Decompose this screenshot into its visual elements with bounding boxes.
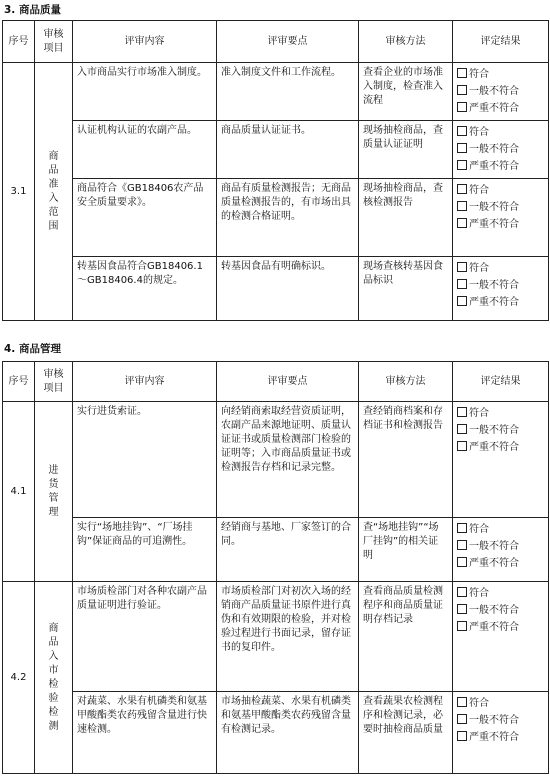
header-points: 评审要点 <box>217 362 359 402</box>
audit-item: 商品入市检验检测 <box>35 582 73 774</box>
option-conform[interactable]: 符合 <box>457 182 544 199</box>
option-minor[interactable]: 一般不符合 <box>457 712 544 729</box>
header-no: 序号 <box>3 21 35 63</box>
option-conform[interactable]: 符合 <box>457 695 544 712</box>
option-conform[interactable]: 符合 <box>457 124 544 141</box>
review-content: 认证机构认证的农副产品。 <box>73 121 217 179</box>
table-row <box>3 257 549 321</box>
row-number: 3.1 <box>3 63 35 321</box>
checkbox-icon[interactable] <box>457 697 467 707</box>
checkbox-icon[interactable] <box>457 621 467 631</box>
checkbox-icon[interactable] <box>457 441 467 451</box>
checkbox-icon[interactable] <box>457 424 467 434</box>
option-conform[interactable]: 符合 <box>457 585 544 602</box>
review-points: 转基因食品有明确标识。 <box>217 257 359 321</box>
checkbox-icon[interactable] <box>457 184 467 194</box>
checkbox-icon[interactable] <box>457 143 467 153</box>
review-content: 市场质检部门对各种农副产品质量证明进行验证。 <box>73 582 217 692</box>
review-content: 实行进货索证。 <box>73 402 217 518</box>
checkbox-icon[interactable] <box>457 160 467 170</box>
section3-title: 3. 商品质量 <box>4 4 61 16</box>
checkbox-icon[interactable] <box>457 262 467 272</box>
review-content: 商品符合《GB18406农产品安全质量要求》。 <box>73 179 217 257</box>
audit-method: 现场抽检商品，查核检测报告 <box>359 179 453 257</box>
header-method: 审核方法 <box>359 362 453 402</box>
result-options <box>453 692 549 774</box>
option-severe[interactable]: 严重不符合 <box>457 158 544 175</box>
option-minor[interactable]: 一般不符合 <box>457 422 544 439</box>
review-points: 商品质量认证证书。 <box>217 121 359 179</box>
section4-header-row <box>3 362 549 402</box>
checkbox-icon[interactable] <box>457 540 467 550</box>
review-content: 实行“场地挂钩”、“厂场挂钩”保证商品的可追溯性。 <box>73 518 217 582</box>
checkbox-icon[interactable] <box>457 126 467 136</box>
option-minor[interactable]: 一般不符合 <box>457 141 544 158</box>
option-minor[interactable]: 一般不符合 <box>457 602 544 619</box>
checkbox-icon[interactable] <box>457 201 467 211</box>
option-conform[interactable]: 符合 <box>457 405 544 422</box>
header-points: 评审要点 <box>217 21 359 63</box>
header-result: 评定结果 <box>453 21 549 63</box>
option-severe[interactable]: 严重不符合 <box>457 439 544 456</box>
review-content: 转基因食品符合GB18406.1～GB18406.4的规定。 <box>73 257 217 321</box>
table-row <box>3 402 549 518</box>
checkbox-icon[interactable] <box>457 604 467 614</box>
option-severe[interactable]: 严重不符合 <box>457 100 544 117</box>
option-conform[interactable]: 符合 <box>457 260 544 277</box>
header-no: 序号 <box>3 362 35 402</box>
table-row <box>3 692 549 774</box>
review-points: 经销商与基地、厂家签订的合同。 <box>217 518 359 582</box>
option-severe[interactable]: 严重不符合 <box>457 729 544 746</box>
table-row <box>3 63 549 121</box>
header-item: 审核项目 <box>35 362 73 402</box>
review-points: 市场抽检蔬菜、水果有机磷类和氨基甲酸酯类农药残留含量有检测记录。 <box>217 692 359 774</box>
checkbox-icon[interactable] <box>457 714 467 724</box>
option-severe[interactable]: 严重不符合 <box>457 555 544 572</box>
checkbox-icon[interactable] <box>457 85 467 95</box>
option-severe[interactable]: 严重不符合 <box>457 216 544 233</box>
checkbox-icon[interactable] <box>457 68 467 78</box>
table-row <box>3 582 549 692</box>
review-points: 商品有质量检测报告；无商品质量检测报告的，有市场出具的检测合格证明。 <box>217 179 359 257</box>
checkbox-icon[interactable] <box>457 731 467 741</box>
audit-method: 查看商品质量检测程序和商品质量证明存档记录 <box>359 582 453 692</box>
header-result: 评定结果 <box>453 362 549 402</box>
section3-header-row <box>3 21 549 63</box>
result-options <box>453 582 549 692</box>
audit-item: 进货管理 <box>35 402 73 582</box>
option-conform[interactable]: 符合 <box>457 66 544 83</box>
header-content: 评审内容 <box>73 21 217 63</box>
option-minor[interactable]: 一般不符合 <box>457 277 544 294</box>
checkbox-icon[interactable] <box>457 587 467 597</box>
option-minor[interactable]: 一般不符合 <box>457 538 544 555</box>
checkbox-icon[interactable] <box>457 296 467 306</box>
checkbox-icon[interactable] <box>457 557 467 567</box>
audit-method: 现场查核转基因食品标识 <box>359 257 453 321</box>
result-options <box>453 63 549 121</box>
option-minor[interactable]: 一般不符合 <box>457 83 544 100</box>
result-options <box>453 121 549 179</box>
audit-item: 商品准入范围 <box>35 63 73 321</box>
option-conform[interactable]: 符合 <box>457 521 544 538</box>
header-item: 审核项目 <box>35 21 73 63</box>
table-row <box>3 179 549 257</box>
header-method: 审核方法 <box>359 21 453 63</box>
section3-table <box>2 20 549 321</box>
checkbox-icon[interactable] <box>457 218 467 228</box>
review-content: 入市商品实行市场准入制度。 <box>73 63 217 121</box>
section4-title: 4. 商品管理 <box>4 343 61 355</box>
audit-method: 现场抽检商品，查质量认证证明 <box>359 121 453 179</box>
checkbox-icon[interactable] <box>457 523 467 533</box>
audit-method: 查经销商档案和存档证书和检测报告 <box>359 402 453 518</box>
review-points: 市场质检部门对初次入场的经销商产品质量证书原件进行真伪和有效期限的检验，并对检验过程进行书面记录，留存证书的复印件。 <box>217 582 359 692</box>
result-options <box>453 518 549 582</box>
result-options <box>453 402 549 518</box>
audit-method: 查看蔬果农检测程序和检测记录，必要时抽检商品质量 <box>359 692 453 774</box>
result-options <box>453 257 549 321</box>
review-points: 向经销商索取经营资质证明，农副产品来源地证明、质量认证证书或质量检测部门检验的证明等；入市商品质量证书或检测报告存档和记录完整。 <box>217 402 359 518</box>
checkbox-icon[interactable] <box>457 102 467 112</box>
review-content: 对蔬菜、水果有机磷类和氨基甲酸酯类农药残留含量进行快速检测。 <box>73 692 217 774</box>
result-options <box>453 179 549 257</box>
row-number: 4.1 <box>3 402 35 582</box>
option-severe[interactable]: 严重不符合 <box>457 294 544 311</box>
table-row <box>3 518 549 582</box>
checkbox-icon[interactable] <box>457 407 467 417</box>
header-content: 评审内容 <box>73 362 217 402</box>
row-number: 4.2 <box>3 582 35 774</box>
audit-method: 查“场地挂钩”“场厂挂钩”的相关证明 <box>359 518 453 582</box>
option-severe[interactable]: 严重不符合 <box>457 619 544 636</box>
audit-method: 查看企业的市场准入制度，检查准入流程 <box>359 63 453 121</box>
checkbox-icon[interactable] <box>457 279 467 289</box>
option-minor[interactable]: 一般不符合 <box>457 199 544 216</box>
review-points: 准入制度文件和工作流程。 <box>217 63 359 121</box>
table-row <box>3 121 549 179</box>
section4-table <box>2 361 549 774</box>
